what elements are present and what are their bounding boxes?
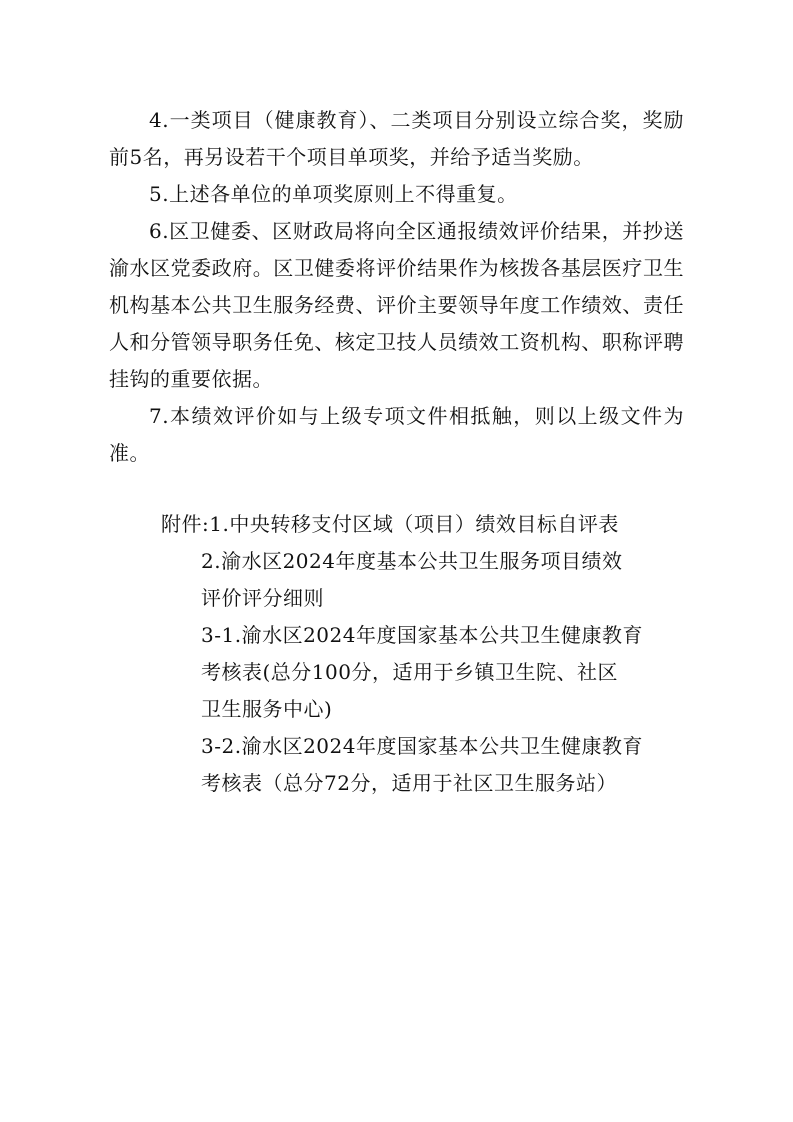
paragraph-no-duplicate: 5.上述各单位的单项奖原则上不得重复。 (149, 182, 518, 206)
attachment-3-1-line-3: 卫生服务中心) (201, 697, 333, 721)
attachment-3-2 (201, 728, 681, 802)
attachment-3-1-line-2: 考核表(总分100分，适用于乡镇卫生院、社区 (201, 660, 618, 684)
paragraph-results-notice: 6.区卫健委、区财政局将向全区通报绩效评价结果，并抄送渝水区党委政府。区卫健委将评价结果作为核拨各基层医疗卫生机构基本公共卫生服务经费、评价主要领导年度工作绩效、责任人和分管领导职务任免、核定卫技人员绩效工资机构、职称评聘挂钩的重要依据。 (109, 219, 684, 391)
attachment-2-line-2: 评价评分细则 (201, 586, 324, 610)
attachment-2 (201, 543, 681, 617)
paragraph-awards: 4.一类项目（健康教育）、二类项目分别设立综合奖，奖励前5名，再另设若干个项目单项奖，并给予适当奖励。 (109, 108, 684, 169)
paragraph-precedence: 7.本绩效评价如与上级专项文件相抵触，则以上级文件为准。 (109, 404, 684, 465)
attachment-3-2-line-1: 3-2.渝水区2024年度国家基本公共卫生健康教育 (201, 734, 643, 758)
attachment-1: 附件:1.中央转移支付区域（项目）绩效目标自评表 (161, 512, 619, 536)
attachment-3-1-line-1: 3-1.渝水区2024年度国家基本公共卫生健康教育 (201, 623, 643, 647)
attachment-3-1 (201, 617, 681, 728)
attachment-3-2-line-2: 考核表（总分72分，适用于社区卫生服务站） (201, 771, 617, 795)
attachment-2-line-1: 2.渝水区2024年度基本公共卫生服务项目绩效 (201, 549, 623, 573)
